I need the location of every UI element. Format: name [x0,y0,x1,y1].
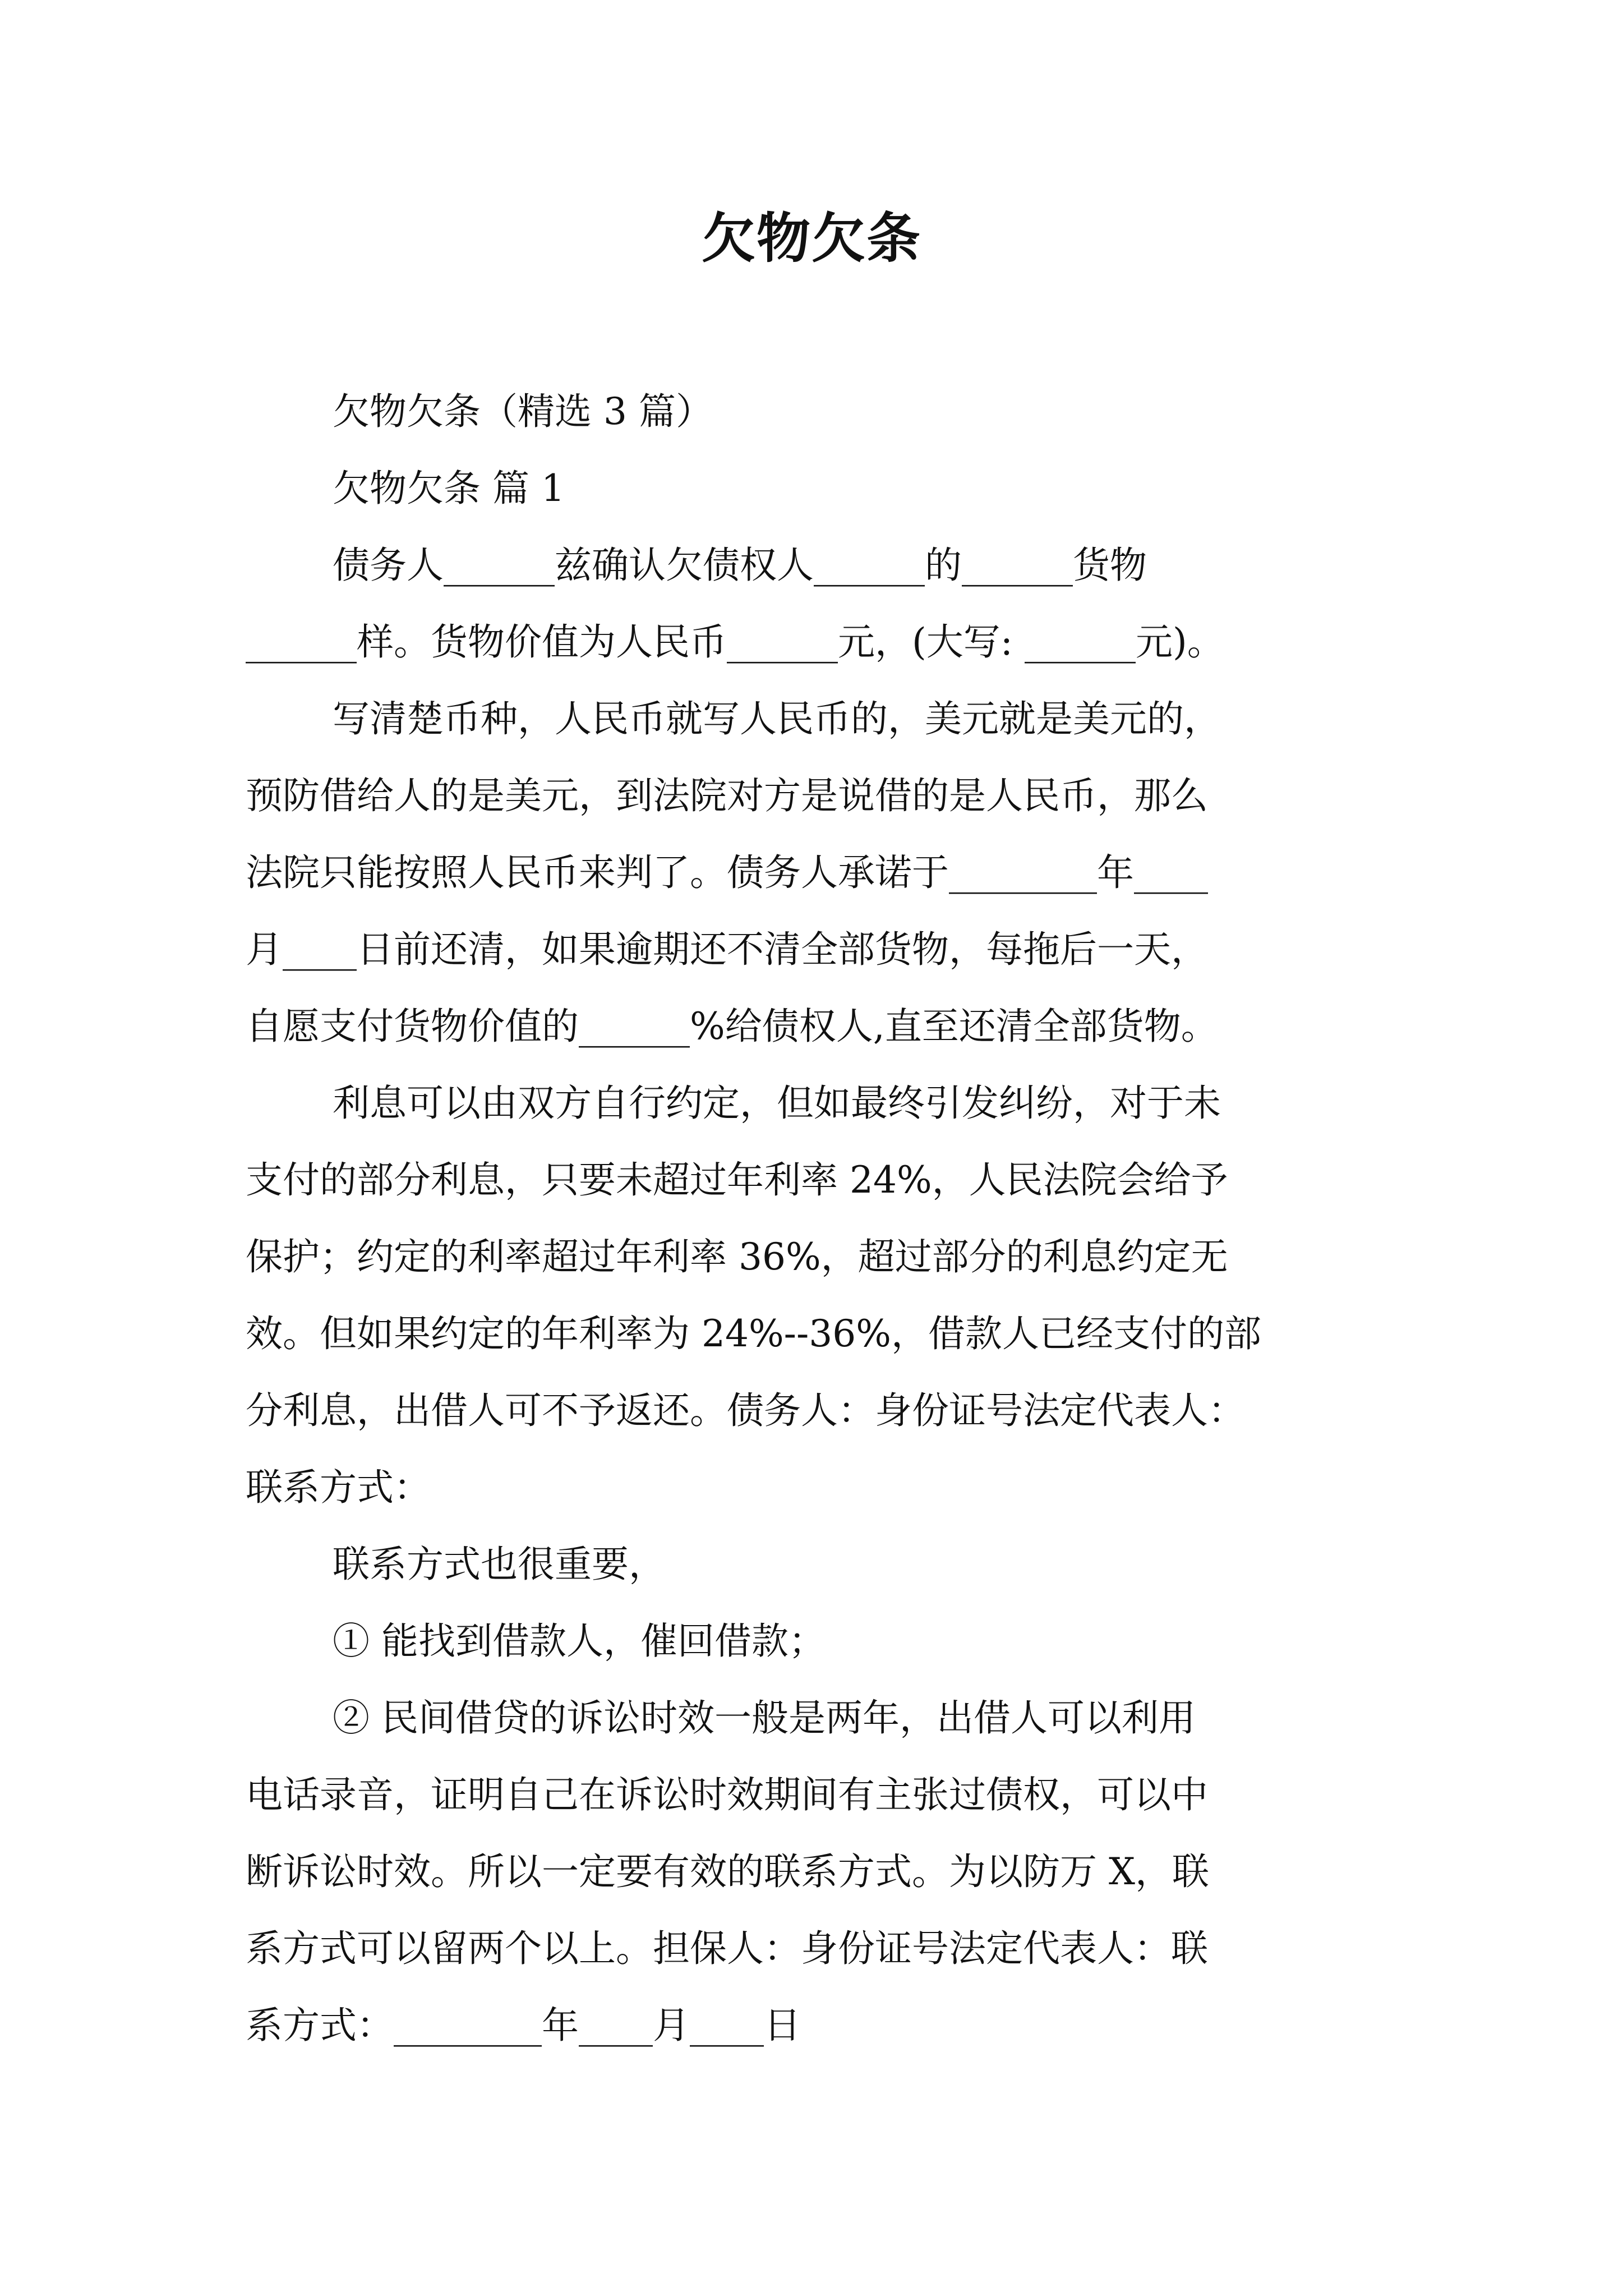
document-body [246,373,1390,2064]
paragraph-line: 预防借给人的是美元，到法院对方是说借的是人民币，那么 [246,774,1208,817]
paragraph-line: 分利息，出借人可不予返还。债务人：身份证号法定代表人： [246,1389,1245,1432]
paragraph-line: 保护；约定的利率超过年利率 36%，超过部分的利息约定无 [246,1235,1228,1278]
list-item: ① 能找到借款人，催回借款； [333,1619,826,1663]
paragraph-line: 效。但如果约定的年利率为 24%--36%，借款人已经支付的部 [246,1312,1261,1355]
list-item: ② 民间借贷的诉讼时效一般是两年，出借人可以利用 [333,1696,1196,1740]
paragraph-line: 系方式可以留两个以上。担保人：身份证号法定代表人：联 [246,1927,1208,1970]
paragraph-line: 联系方式也很重要， [333,1543,666,1586]
paragraph-line: 电话录音，证明自己在诉讼时效期间有主张过债权，可以中 [246,1773,1208,1816]
paragraph-line: 法院只能按照人民币来判了。债务人承诺于________年____ [246,851,1208,894]
paragraph-line: 写清楚币种，人民币就写人民币的，美元就是美元的， [333,697,1221,740]
paragraph-line: 债务人______兹确认欠债权人______的______货物 [333,544,1147,587]
paragraph-line: 利息可以由双方自行约定，但如最终引发纠纷，对于未 [333,1082,1221,1125]
paragraph-line: 联系方式： [246,1466,431,1509]
paragraph-line: 月____日前还清，如果逾期还不清全部货物，每拖后一天， [246,928,1208,971]
signature-date-line: 系方式：________年____月____日 [246,2004,801,2047]
document-title: 欠物欠条 [702,206,921,270]
section-heading: 欠物欠条 篇 1 [333,467,565,510]
subtitle-line: 欠物欠条（精选 3 篇） [333,390,713,433]
paragraph-line: 自愿支付货物价值的______%给债权人,直至还清全部货物。 [246,1005,1218,1048]
paragraph-line: 断诉讼时效。所以一定要有效的联系方式。为以防万 X，联 [246,1850,1209,1893]
paragraph-line: 支付的部分利息，只要未超过年利率 24%，人民法院会给予 [246,1158,1228,1202]
paragraph-line: ______样。货物价值为人民币______元，(大写: ______元)。 [246,620,1224,664]
